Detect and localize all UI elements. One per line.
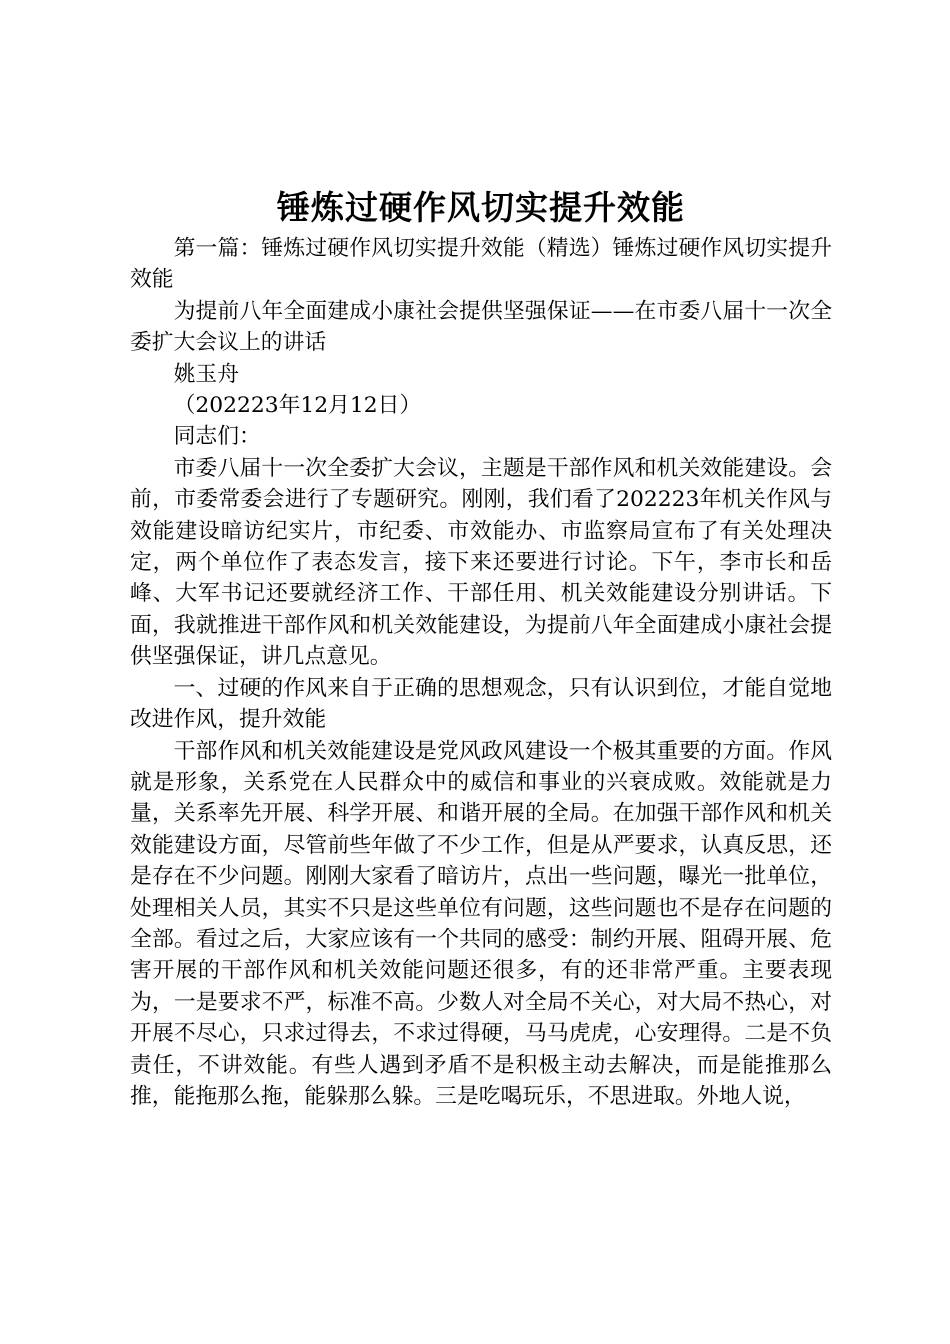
paragraph-intro: 市委八届十一次全委扩大会议，主题是干部作风和机关效能建设。会前，市委常委会进行了专题研究。刚刚，我们看了202223年机关作风与效能建设暗访纪实片，市纪委、市效能办、市监察局宣布了有关处理决定，两个单位作了表态发言，接下来还要进行讨论。下午，李市长和岳峰、大军书记还要就经济工作、干部任用、机关效能建设分别讲话。下面，我就推进干部作风和机关效能建设，为提前八年全面建成小康社会提供坚强保证，讲几点意见。: [130, 455, 832, 670]
paragraph-date: （202223年12月12日）: [173, 393, 422, 419]
document-title: 锤炼过硬作风切实提升效能: [277, 188, 685, 227]
document-page: [130, 0, 832, 1344]
paragraph-body: 干部作风和机关效能建设是党风政风建设一个极其重要的方面。作风就是形象，关系党在人民群众中的威信和事业的兴衰成败。效能就是力量，关系率先开展、科学开展、和谐开展的全局。在加强干部作风和机关效能建设方面，尽管前些年做了不少工作，但是从严要求，认真反思，还是存在不少问题。刚刚大家看了暗访片，点出一些问题，曝光一批单位，处理相关人员，其实不只是这些单位有问题，这些问题也不是存在问题的全部。看过之后，大家应该有一个共同的感受：制约开展、阻碍开展、危害开展的干部作风和机关效能问题还很多，有的还非常严重。主要表现为，一是要求不严，标准不高。少数人对全局不关心，对大局不热心，对开展不尽心，只求过得去，不求过得硬，马马虎虎，心安理得。二是不负责任，不讲效能。有些人遇到矛盾不是积极主动去解决，而是能推那么推，能拖那么拖，能躲那么躲。三是吃喝玩乐，不思进取。外地人说，: [130, 738, 832, 1109]
paragraph-heading: 第一篇：锤炼过硬作风切实提升效能（精选）锤炼过硬作风切实提升效能: [130, 236, 832, 293]
paragraph-section-heading: 一、过硬的作风来自于正确的思想观念，只有认识到位，才能自觉地改进作风，提升效能: [130, 675, 832, 733]
paragraph-salutation: 同志们：: [173, 424, 261, 450]
paragraph-speech-title: 为提前八年全面建成小康社会提供坚强保证——在市委八届十一次全委扩大会议上的讲话: [130, 298, 832, 356]
paragraph-author: 姚玉舟: [173, 361, 239, 387]
document-body: [130, 233, 832, 1112]
